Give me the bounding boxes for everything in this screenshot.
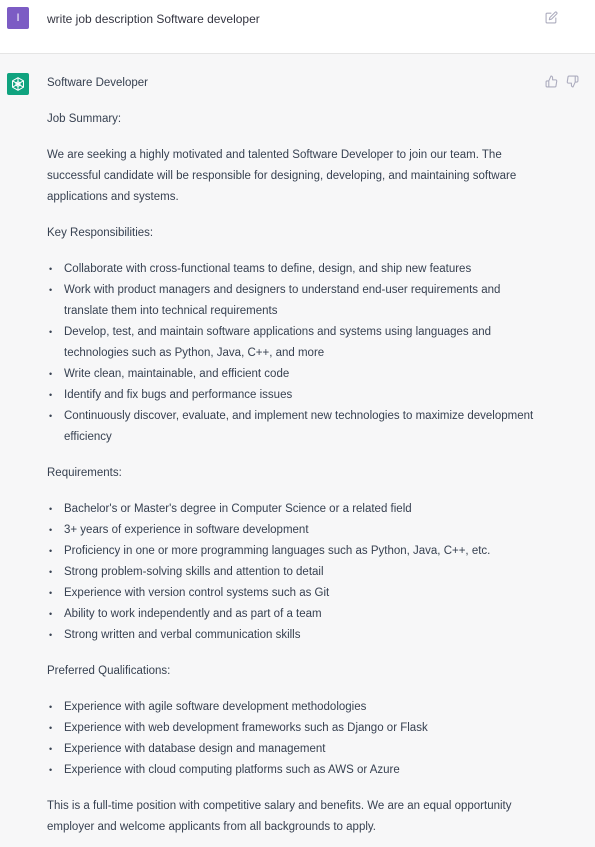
- openai-logo-icon: [10, 76, 26, 92]
- closing-text: This is a full-time position with competitive salary and benefits. We are an equal opportunity employer and welcome applicants from all backgrounds to apply.: [47, 800, 512, 833]
- list-item: • Develop, test, and maintain software applications and systems using languages and technologies such as Python, Java, C++, and more: [47, 322, 547, 364]
- user-avatar: I: [7, 7, 29, 29]
- summary-heading: Job Summary:: [47, 113, 122, 125]
- assistant-avatar: [7, 73, 29, 95]
- preferred-heading: Preferred Qualifications:: [47, 665, 171, 677]
- edit-icon[interactable]: [545, 11, 558, 24]
- list-item: • Strong written and verbal communication skills: [47, 625, 547, 646]
- list-item: • Collaborate with cross-functional teams to define, design, and ship new features: [47, 259, 547, 280]
- list-item: • Write clean, maintainable, and efficient code: [47, 364, 547, 385]
- thumbs-down-icon[interactable]: [566, 75, 579, 88]
- assistant-message-content: [47, 73, 547, 847]
- list-item: • Identify and fix bugs and performance issues: [47, 385, 547, 406]
- list-item: • Continuously discover, evaluate, and implement new technologies to maximize development efficiency: [47, 406, 547, 448]
- user-message-row: [0, 0, 595, 54]
- list-item: • Ability to work independently and as part of a team: [47, 604, 547, 625]
- assistant-message-row: [0, 54, 595, 847]
- list-item: • Experience with cloud computing platforms such as AWS or Azure: [47, 760, 547, 781]
- list-item: • Experience with database design and management: [47, 739, 547, 760]
- list-item: • Experience with version control systems such as Git: [47, 583, 547, 604]
- list-item: • Experience with agile software development methodologies: [47, 697, 547, 718]
- preferred-list: [47, 697, 547, 781]
- user-message-text: write job description Software developer: [47, 12, 260, 26]
- list-item: • Strong problem-solving skills and attention to detail: [47, 562, 547, 583]
- responsibilities-list: [47, 259, 547, 448]
- response-title: Software Developer: [47, 77, 148, 89]
- list-item: • 3+ years of experience in software development: [47, 520, 547, 541]
- list-item: • Proficiency in one or more programming languages such as Python, Java, C++, etc.: [47, 541, 547, 562]
- responsibilities-heading: Key Responsibilities:: [47, 227, 154, 239]
- list-item: • Work with product managers and designers to understand end-user requirements and translate them into technical requirements: [47, 280, 547, 322]
- summary-text: We are seeking a highly motivated and talented Software Developer to join our team. The successful candidate will be responsible for designing, developing, and maintaining software applications and systems.: [47, 149, 517, 203]
- list-item: • Bachelor's or Master's degree in Computer Science or a related field: [47, 499, 547, 520]
- requirements-list: [47, 499, 547, 646]
- list-item: • Experience with web development frameworks such as Django or Flask: [47, 718, 547, 739]
- requirements-heading: Requirements:: [47, 467, 122, 479]
